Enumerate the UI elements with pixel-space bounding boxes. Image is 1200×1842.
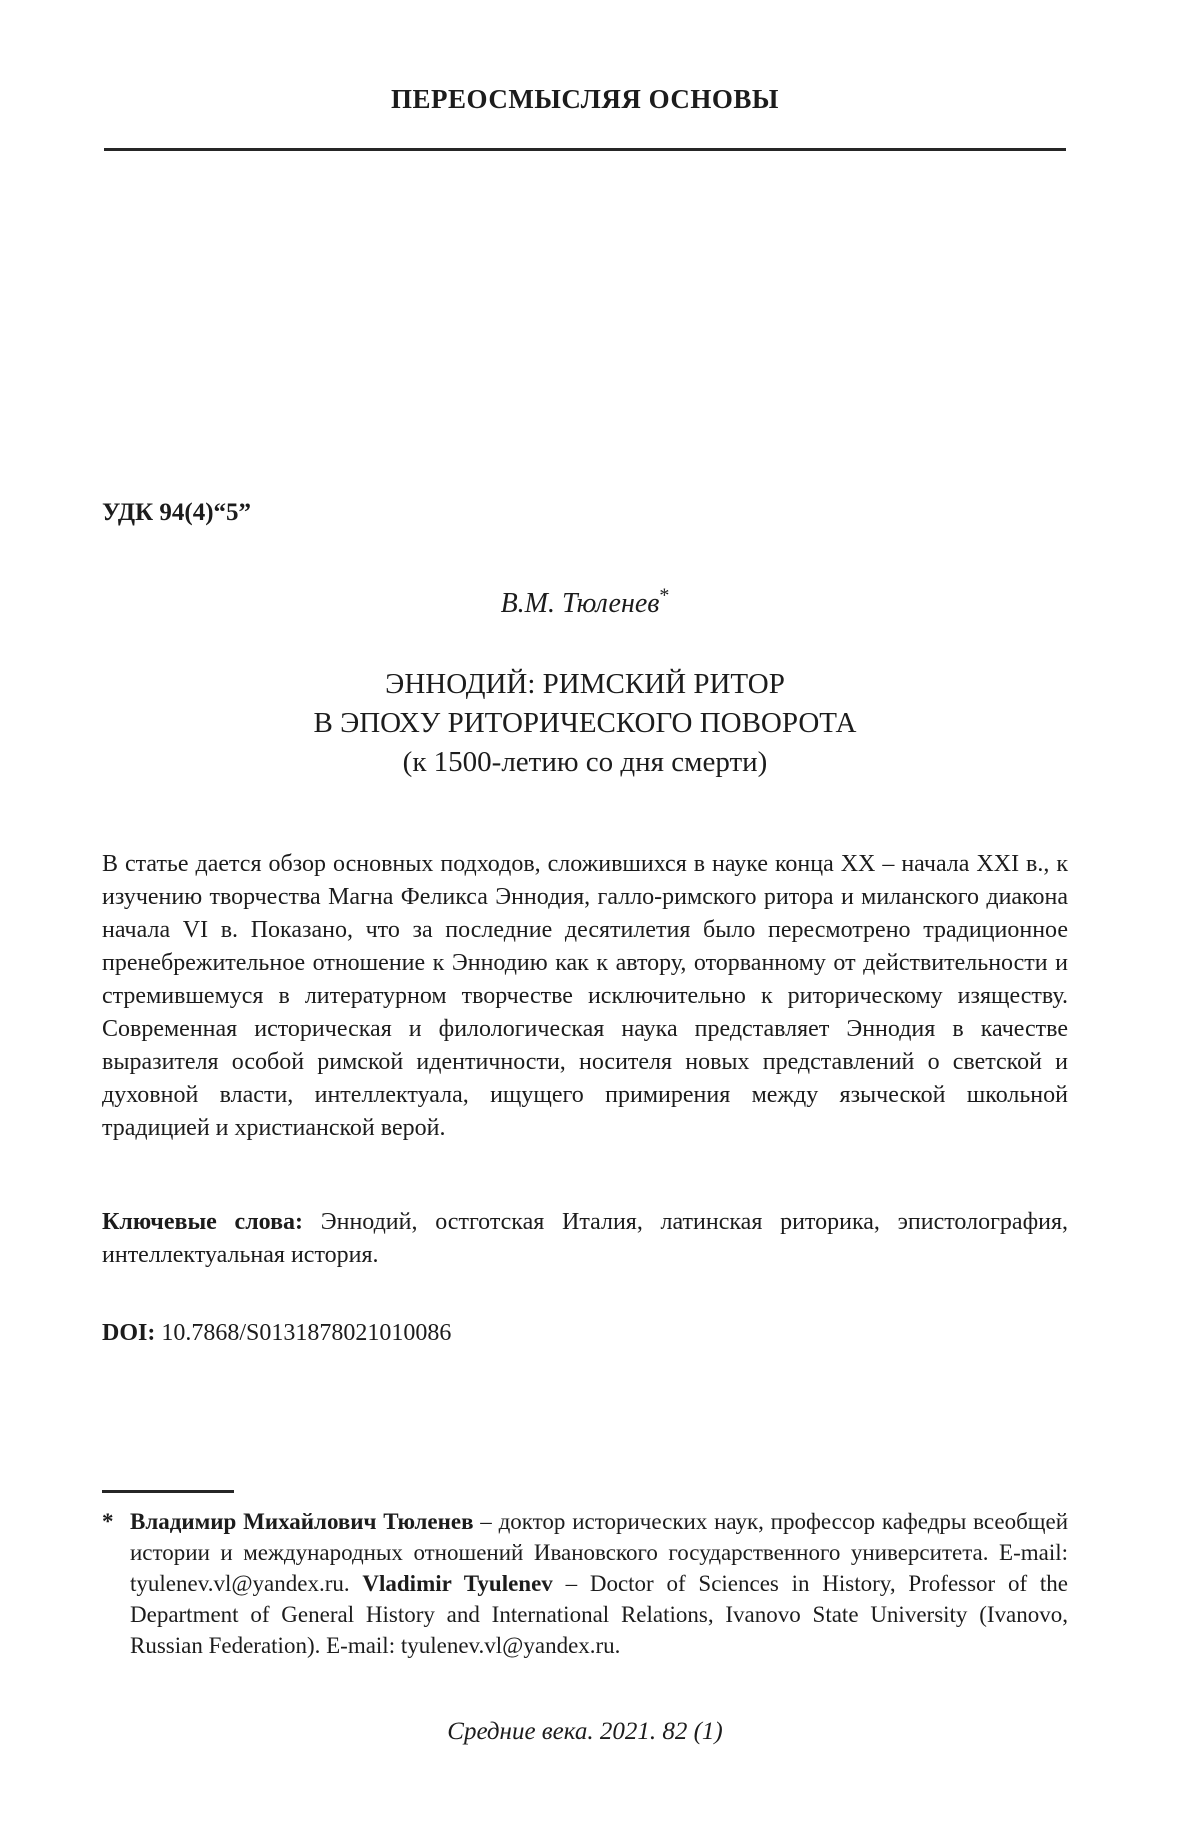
- author-footnote-marker: *: [659, 584, 670, 607]
- doi-value: 10.7868/S0131878021010086: [161, 1320, 452, 1346]
- footnote-en-text: – Doctor of Sciences in History, Professor of the Department of General History and International Relations, Ivanovo State University (Ivanovo, Russian Federation). E-mail: tyulenev.vl@yandex.ru.: [130, 1571, 1069, 1658]
- abstract-text: В статье дается обзор основных подходов, сложившихся в науке конца XX – начала XXI в., к изучению творчества Магна Феликса Эннодия, галло-римского ритора и миланского диакона начала VI в. Показано, что за последние десятилетия было пересмотрено традиционное пренебрежительное отношение к Эннодию как к автору, оторванному от действительности и стремившемуся в литературном творчестве исключительно к риторическому изяществу. Современная историческая и филологическая наука представляет Эннодия в качестве выразителя особой римской идентичности, носителя новых представлений о светской и духовной власти, интеллектуала, ищущего примирения между языческой школьной традицией и христианской верой.: [102, 851, 1068, 1141]
- author-name: В.М. Тюленев: [500, 588, 660, 619]
- section-running-head: ПЕРЕОСМЫСЛЯЯ ОСНОВЫ: [391, 84, 779, 114]
- footnote-en-author-name: Vladimir Tyulenev: [362, 1571, 553, 1596]
- title-line-1: ЭННОДИЙ: РИМСКИЙ РИТОР: [385, 668, 785, 700]
- keywords-label: Ключевые слова:: [102, 1209, 304, 1235]
- title-line-3: (к 1500-летию со дня смерти): [402, 746, 768, 778]
- keywords-block: [102, 1206, 1068, 1272]
- footnote-body: [102, 1506, 1068, 1661]
- footnote-ru-author-name: Владимир Михайлович Тюленев: [130, 1509, 474, 1534]
- doi-block: [102, 1320, 1068, 1347]
- author-footnote: [102, 1506, 1068, 1661]
- title-line-2: В ЭПОХУ РИТОРИЧЕСКОГО ПОВОРОТА: [313, 707, 857, 739]
- author-line: [102, 584, 1068, 620]
- footnote-marker: *: [102, 1509, 114, 1534]
- article-title: [102, 665, 1068, 782]
- udc-code: УДК 94(4)“5”: [102, 499, 252, 526]
- keywords-text: Эннодий, остготская Италия, латинская риторика, эпистолография, интеллектуальная история.: [102, 1209, 1069, 1268]
- footnote-ru-text: – доктор исторических наук, профессор кафедры всеобщей истории и международных отношений Ивановского государственного университета. E-mail: tyulenev.vl@yandex.ru.: [130, 1509, 1069, 1596]
- header-divider-rule: [104, 148, 1066, 151]
- footnote-divider-rule: [102, 1490, 234, 1493]
- journal-issue-footer: Средние века. 2021. 82 (1): [447, 1718, 723, 1745]
- doi-label: DOI:: [102, 1320, 156, 1346]
